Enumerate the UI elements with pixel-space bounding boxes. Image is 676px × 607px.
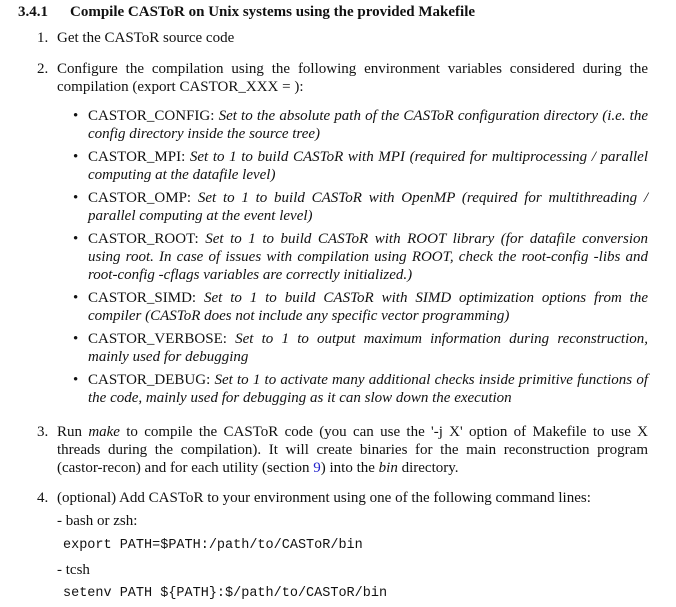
step-1 <box>37 29 648 47</box>
shell-label-tcsh: - tcsh <box>57 562 90 578</box>
env-var-item <box>73 148 648 184</box>
step-text: Get the CASToR source code <box>57 30 235 46</box>
shell-label-bash: - bash or zsh: <box>57 513 138 529</box>
env-var-name: CASTOR_DEBUG: <box>88 372 211 388</box>
env-var-desc: Set to 1 to build CASToR with MPI (required for multiprocessing / parallel computing at the datafile level) <box>88 149 648 183</box>
env-var-item <box>73 189 648 225</box>
env-var-name: CASTOR_CONFIG: <box>88 108 215 124</box>
step-label: 1. <box>37 30 49 46</box>
step-label: 2. <box>37 61 49 77</box>
step-label: 3. <box>37 424 49 440</box>
bullet-icon: • <box>73 372 79 388</box>
bullet-icon: • <box>73 290 79 306</box>
env-var-desc: Set to 1 to output maximum information during reconstruction, mainly used for debugging <box>88 331 649 365</box>
env-var-name: CASTOR_MPI: <box>88 149 186 165</box>
env-var-item <box>73 330 648 366</box>
env-var-name: CASTOR_OMP: <box>88 190 192 206</box>
step-label: 4. <box>37 490 49 506</box>
step-2 <box>37 60 648 96</box>
code-bash: export PATH=$PATH:/path/to/CASToR/bin <box>63 538 363 553</box>
env-var-name: CASTOR_ROOT: <box>88 231 199 247</box>
section-title: Compile CASToR on Unix systems using the provided Makefile <box>70 4 476 20</box>
env-var-desc: Set to 1 to build CASToR with SIMD optimization options from the compiler (CASToR does not include any specific vector programming) <box>88 290 648 324</box>
env-var-list <box>73 107 648 412</box>
step-4 <box>37 489 648 507</box>
step-text: Configure the compilation using the following environment variables considered during the compilation (export CASTOR_XXX = ): <box>57 61 648 95</box>
env-var-desc: Set to 1 to build CASToR with ROOT library (for datafile conversion using root. In case of issues with compilation using ROOT, check the root-config -libs and root-config -cflags variables are correctly initialized.) <box>88 231 649 283</box>
env-var-name: CASTOR_VERBOSE: <box>88 331 227 347</box>
env-var-item <box>73 230 648 284</box>
step-text: Run make to compile the CASToR code (you can use the '-j X' option of Makefile to use X threads during the compilation). It will create binaries for the main reconstruction program (castor-recon) and for each utility (section 9) into the bin directory. <box>57 424 648 476</box>
env-var-name: CASTOR_SIMD: <box>88 290 197 306</box>
section-number: 3.4.1 <box>18 4 48 20</box>
section-heading <box>18 1 658 23</box>
bullet-icon: • <box>73 149 79 165</box>
bullet-icon: • <box>73 331 79 347</box>
env-var-item <box>73 371 648 407</box>
code-tcsh: setenv PATH ${PATH}:$/path/to/CASToR/bin <box>63 586 388 601</box>
bullet-icon: • <box>73 190 79 206</box>
env-var-desc: Set to the absolute path of the CASToR configuration directory (i.e. the config directory inside the source tree) <box>88 108 649 142</box>
env-var-item <box>73 289 648 325</box>
step-text: (optional) Add CASToR to your environment using one of the following command lines: <box>57 490 591 506</box>
bullet-icon: • <box>73 231 79 247</box>
section-link[interactable]: 9 <box>313 460 321 476</box>
env-var-item <box>73 107 648 143</box>
env-var-desc: Set to 1 to build CASToR with OpenMP (required for multithreading / parallel computing at the event level) <box>88 190 649 224</box>
bullet-icon: • <box>73 108 79 124</box>
step-3 <box>37 423 648 477</box>
env-var-desc: Set to 1 to activate many additional checks inside primitive functions of the code, mainly used for debugging as it can slow down the execution <box>88 372 649 406</box>
